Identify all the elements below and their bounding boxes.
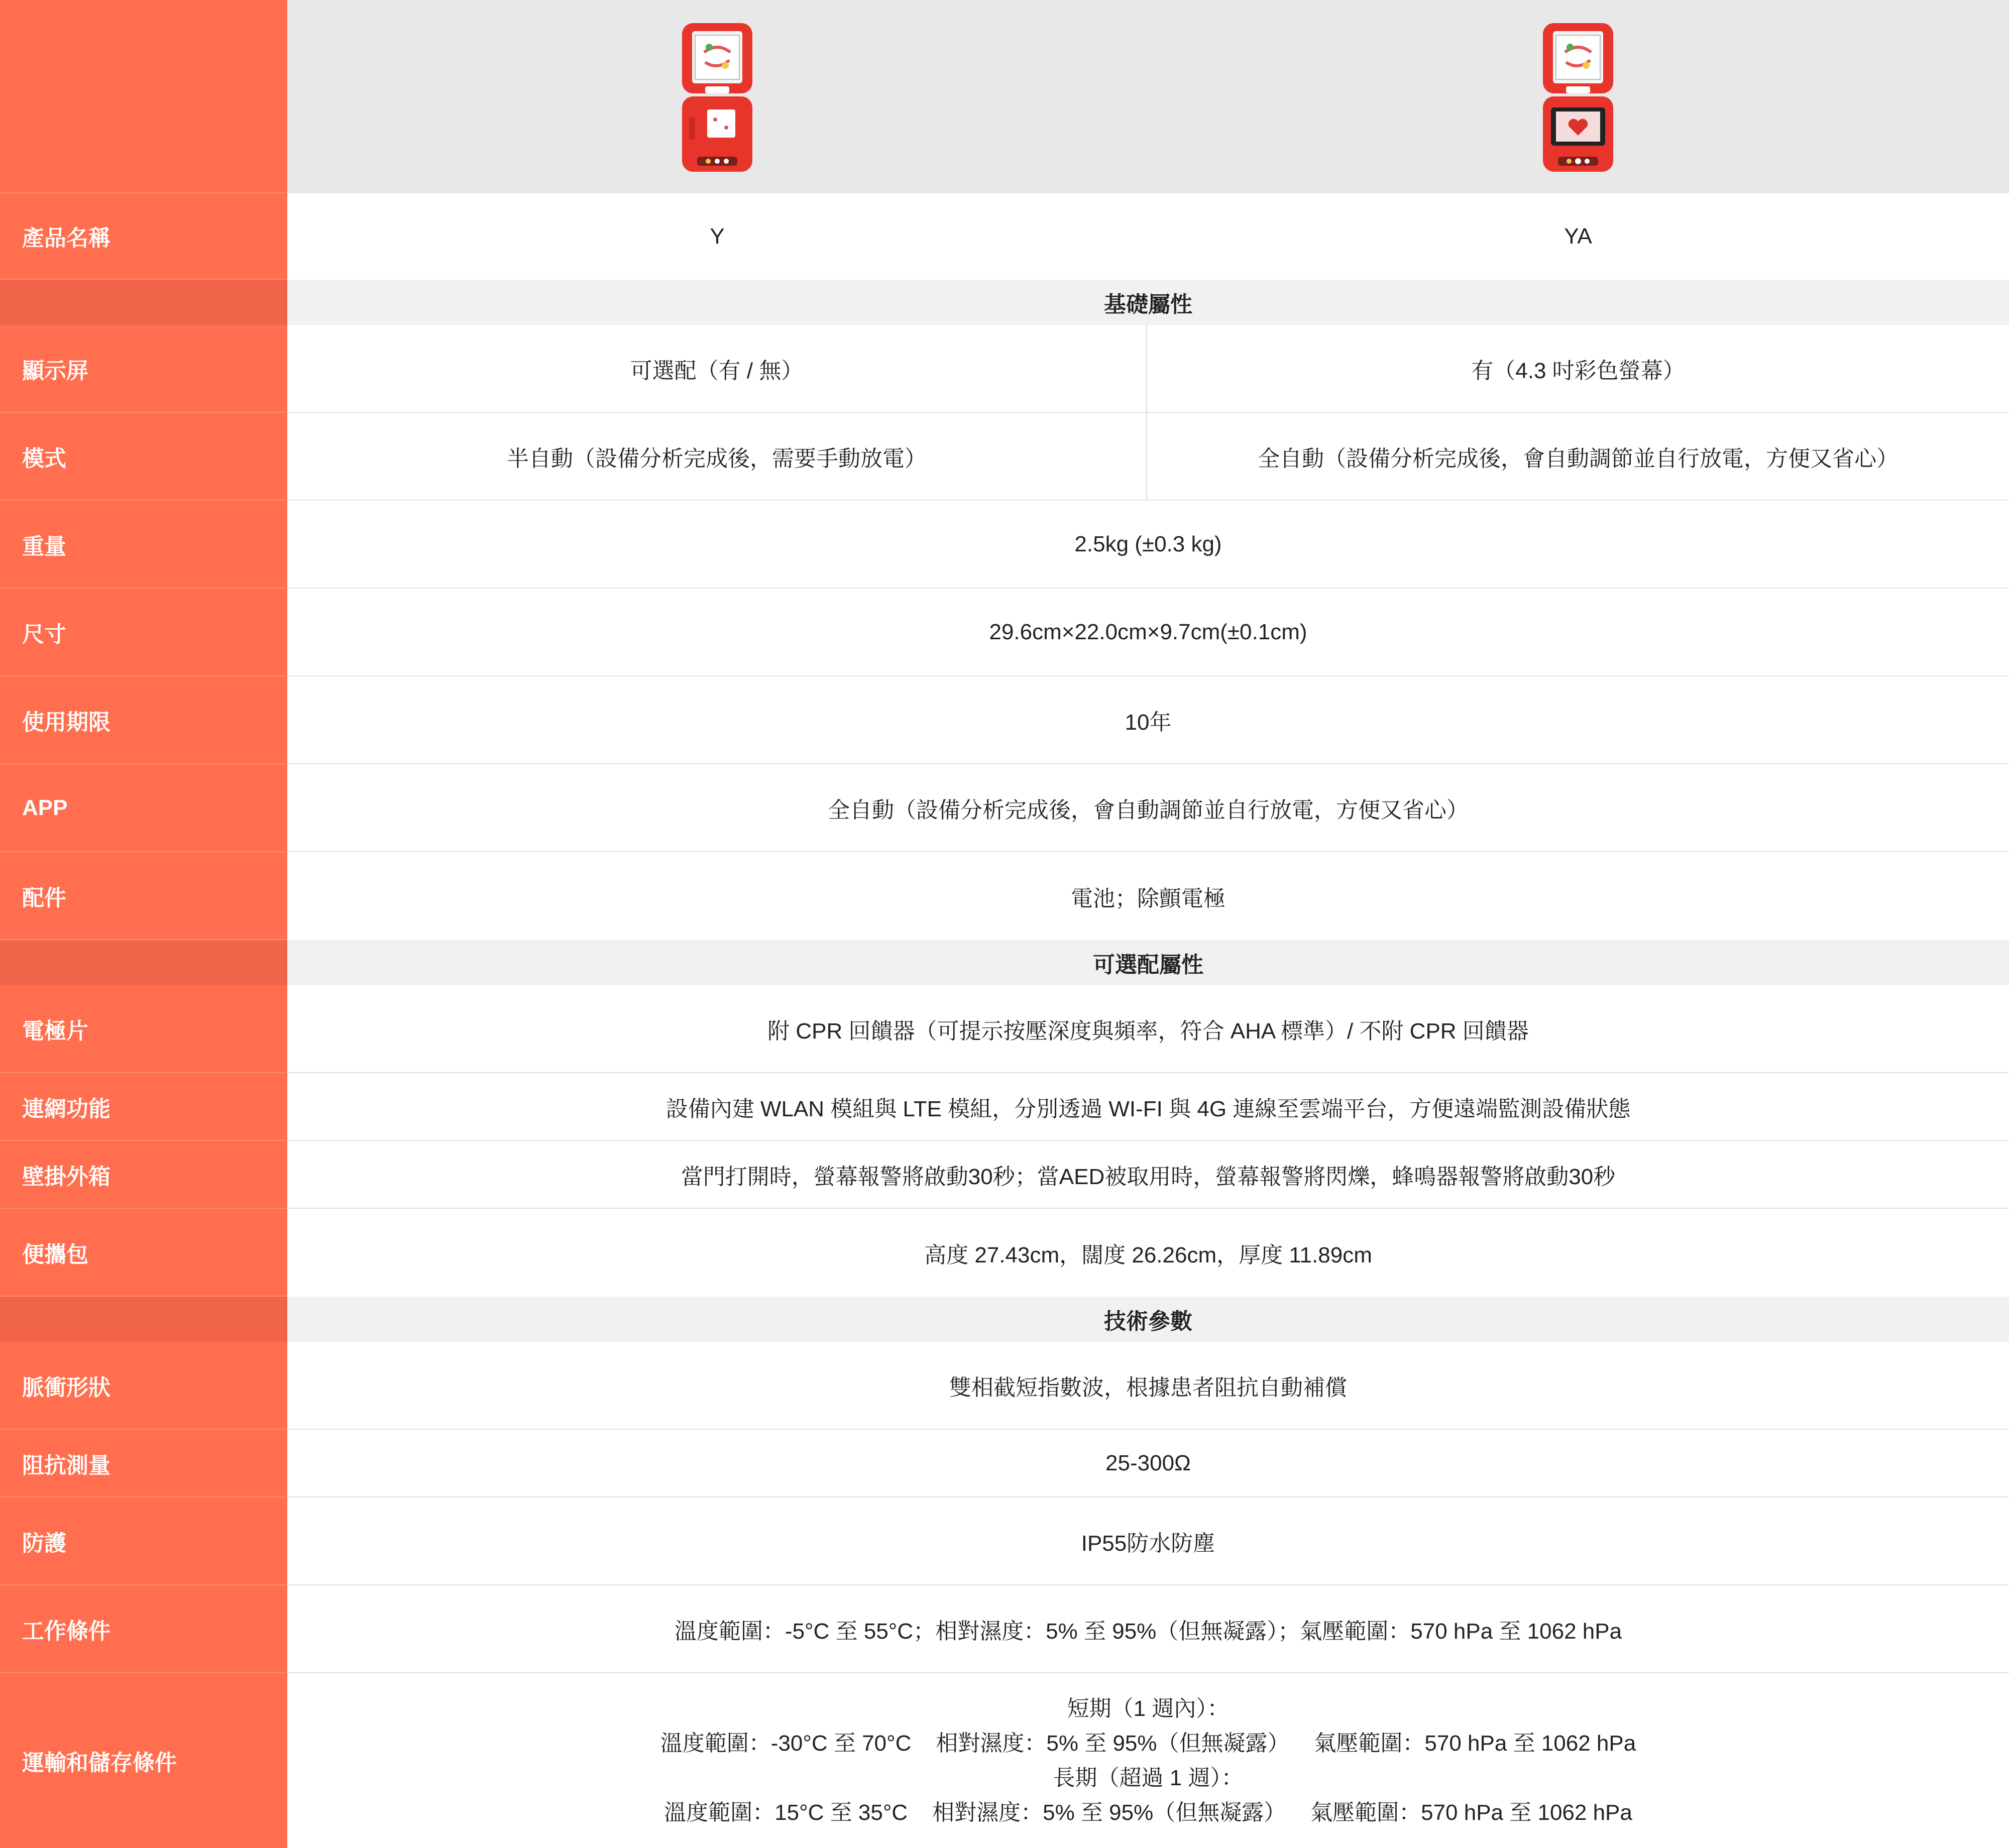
product-image-y — [287, 0, 1147, 193]
label-app: APP — [0, 764, 287, 852]
mode-y: 半自動（設備分析完成後，需要手動放電） — [287, 413, 1147, 501]
storage-long-title: 長期（超過 1 週）： — [1053, 1766, 1244, 1790]
label-impedance: 阻抗測量 — [0, 1430, 287, 1497]
protection-value: IP55防水防塵 — [287, 1497, 2009, 1585]
label-product-name: 產品名稱 — [0, 193, 287, 280]
bag-value: 高度 27.43cm，闊度 26.26cm，厚度 11.89cm — [924, 1242, 1372, 1267]
app-value: 全自動（設備分析完成後，會自動調節並自行放電，方便又省心） — [287, 764, 2009, 852]
label-protection: 防護 — [0, 1497, 287, 1585]
display-ya: 有（4.3 吋彩色螢幕） — [1147, 325, 2009, 413]
storage-short-detail: 溫度範圍：-30°C 至 70°C 相對濕度：5% 至 95%（但無凝露） 氣壓範圍：570 hPa 至 1062 hPa — [660, 1731, 1636, 1756]
label-storage: 運輸和儲存條件 — [0, 1673, 287, 1848]
storage-value — [287, 1673, 2009, 1848]
label-working: 工作條件 — [0, 1585, 287, 1673]
label-section-technical — [0, 1297, 287, 1342]
label-display: 顯示屏 — [0, 325, 287, 413]
label-network: 連網功能 — [0, 1073, 287, 1141]
section-optional: 可選配屬性 — [287, 940, 2009, 985]
label-weight: 重量 — [0, 501, 287, 589]
section-basic: 基礎屬性 — [287, 280, 2009, 325]
label-pulse: 脈衝形狀 — [0, 1342, 287, 1430]
label-mode: 模式 — [0, 413, 287, 501]
product-name-y: Y — [710, 224, 725, 249]
product-name-ya: YA — [1564, 224, 1592, 249]
label-electrode: 電極片 — [0, 985, 287, 1073]
pulse-value: 雙相截短指數波，根據患者阻抗自動補償 — [287, 1342, 2009, 1430]
label-size: 尺寸 — [0, 589, 287, 676]
section-technical: 技術參數 — [287, 1297, 2009, 1342]
aed-device-ya-icon — [1541, 22, 1615, 173]
storage-short-title: 短期（1 週內）： — [1067, 1696, 1230, 1721]
accessories-value: 電池；除顫電極 — [1071, 886, 1225, 911]
label-accessories: 配件 — [0, 852, 287, 940]
weight-value: 2.5kg (±0.3 kg) — [287, 501, 2009, 589]
label-blank-top — [0, 0, 287, 193]
lifetime-value: 10年 — [287, 676, 2009, 764]
mode-ya: 全自動（設備分析完成後，會自動調節並自行放電，方便又省心） — [1147, 413, 2009, 501]
working-value: 溫度範圍：-5°C 至 55°C；相對濕度：5% 至 95%（但無凝露）；氣壓範圍：570 hPa 至 1062 hPa — [287, 1585, 2009, 1673]
display-y: 可選配（有 / 無） — [287, 325, 1147, 413]
product-image-ya — [1147, 0, 2009, 193]
label-bag: 便攜包 — [0, 1209, 287, 1297]
label-section-optional — [0, 940, 287, 985]
label-cabinet: 壁掛外箱 — [0, 1141, 287, 1209]
label-lifetime: 使用期限 — [0, 676, 287, 764]
impedance-value: 25-300Ω — [287, 1430, 2009, 1497]
label-section-basic — [0, 280, 287, 325]
cabinet-value: 當門打開時，螢幕報警將啟動30秒；當AED被取用時，螢幕報警將閃爍，蜂鳴器報警將啟動30秒 — [287, 1141, 2009, 1209]
storage-long-detail: 溫度範圍：15°C 至 35°C 相對濕度：5% 至 95%（但無凝露） 氣壓範圍：570 hPa 至 1062 hPa — [664, 1800, 1632, 1825]
size-value: 29.6cm×22.0cm×9.7cm(±0.1cm) — [287, 589, 2009, 676]
aed-device-y-icon — [680, 22, 754, 173]
network-value: 設備內建 WLAN 模組與 LTE 模組，分別透過 WI-FI 與 4G 連線至雲端平台，方便遠端監測設備狀態 — [287, 1073, 2009, 1141]
electrode-value: 附 CPR 回饋器（可提示按壓深度與頻率，符合 AHA 標準）/ 不附 CPR 回饋器 — [287, 985, 2009, 1073]
